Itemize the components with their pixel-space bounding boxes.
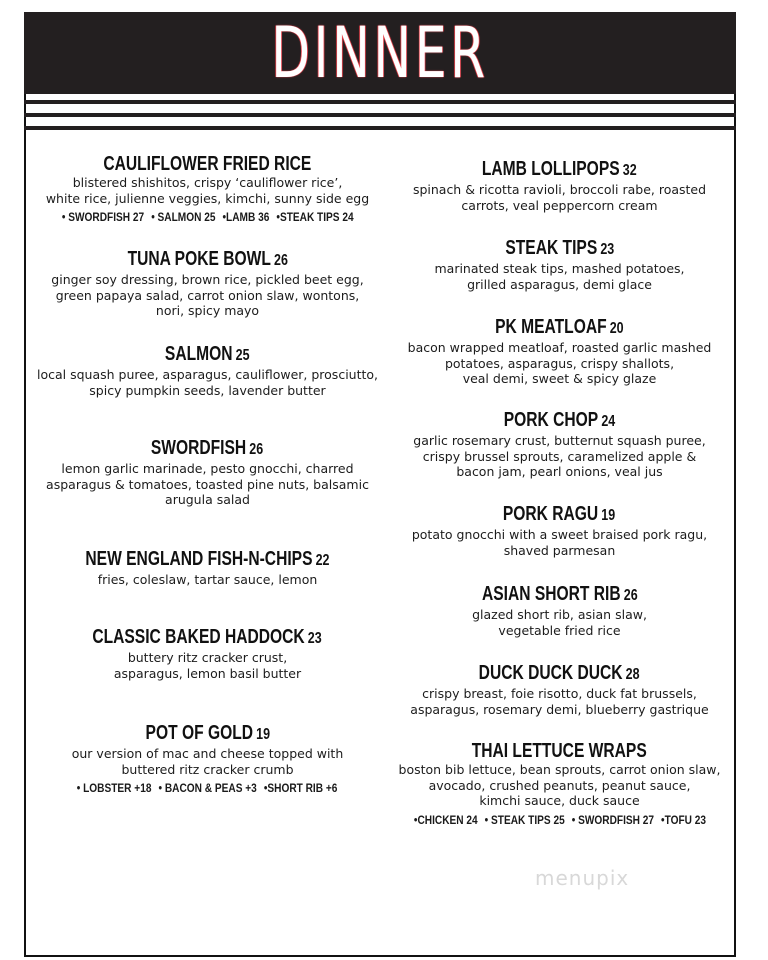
item-name xyxy=(503,503,615,527)
menu-item xyxy=(30,343,385,398)
menu-item xyxy=(382,662,737,717)
item-description: buttered ritz cracker crumb xyxy=(121,761,294,777)
item-name-text: CLASSIC BAKED HADDOCK xyxy=(92,626,306,648)
item-name xyxy=(104,153,312,175)
item-name-text: SALMON xyxy=(165,343,233,365)
divider-2 xyxy=(24,113,736,117)
item-price: 26 xyxy=(623,587,638,604)
item-description: potato gnocchi with a sweet braised pork ragu, xyxy=(411,527,708,542)
menu-item xyxy=(382,158,737,213)
item-description: arugula salad xyxy=(165,492,250,507)
item-name-text: PK MEATLOAF xyxy=(495,316,607,338)
item-price: 23 xyxy=(600,241,614,258)
item-description: marinated steak tips, mashed potatoes, xyxy=(434,261,685,276)
item-addons xyxy=(58,211,357,225)
item-addons xyxy=(410,814,709,828)
item-description: buttery ritz cracker crust, xyxy=(127,650,288,665)
item-description: local squash puree, asparagus, cauliflower, prosciutto, xyxy=(36,367,379,382)
item-description: kimchi sauce, duck sauce xyxy=(479,793,640,808)
item-description: crispy brussel sprouts, caramelized apple & xyxy=(422,448,697,464)
menu-item xyxy=(30,722,385,796)
menu-item xyxy=(30,548,385,588)
addon-option: •TOFU 23 xyxy=(660,814,706,827)
item-description: white rice, julienne veggies, kimchi, sunny side egg xyxy=(45,190,370,206)
item-description: garlic rosemary crust, butternut squash puree, xyxy=(413,433,706,448)
item-description: nori, spicy mayo xyxy=(155,303,260,318)
item-description: green papaya salad, carrot onion slaw, wontons, xyxy=(55,287,360,303)
item-name xyxy=(145,722,269,746)
item-description: lemon garlic marinade, pesto gnocchi, charred xyxy=(61,461,354,476)
item-price: 20 xyxy=(609,320,624,337)
menu-item xyxy=(382,740,737,828)
item-name-text: STEAK TIPS xyxy=(505,237,597,259)
menu-item xyxy=(30,437,385,508)
menu-item xyxy=(382,237,737,292)
menu-item xyxy=(30,153,385,225)
item-price: 32 xyxy=(623,162,637,179)
item-description: bacon jam, pearl onions, veal jus xyxy=(456,464,663,479)
item-price: 28 xyxy=(626,666,640,683)
item-description: our version of mac and cheese topped with xyxy=(71,746,344,761)
item-name xyxy=(165,343,250,367)
item-description: spinach & ricotta ravioli, broccoli rabe, roasted xyxy=(412,182,707,197)
item-description: bacon wrapped meatloaf, roasted garlic mashed xyxy=(407,340,712,355)
divider-3 xyxy=(24,126,736,130)
addon-option: • SWORDFISH 27 xyxy=(571,814,654,827)
divider-1 xyxy=(24,100,736,104)
item-name xyxy=(505,237,614,261)
menu-title: DINNER xyxy=(271,12,489,94)
item-name xyxy=(482,158,637,182)
addon-option: •LAMB 36 xyxy=(222,212,270,224)
menu-item xyxy=(382,316,737,387)
item-description: ginger soy dressing, brown rice, pickled beet egg, xyxy=(51,272,364,287)
item-description: veal demi, sweet & spicy glaze xyxy=(462,371,657,386)
item-description: asparagus, rosemary demi, blueberry gastrique xyxy=(410,701,709,717)
item-description: blistered shishitos, crispy ‘cauliflower rice’, xyxy=(72,175,343,190)
addon-option: • SWORDFISH 27 xyxy=(61,212,144,224)
item-name xyxy=(93,626,322,650)
menu-item xyxy=(30,626,385,681)
addon-option: • STEAK TIPS 25 xyxy=(484,814,565,827)
item-description: spicy pumpkin seeds, lavender butter xyxy=(89,382,326,398)
menu-item xyxy=(382,503,737,558)
item-price: 24 xyxy=(601,413,616,430)
item-name xyxy=(151,437,263,461)
item-name xyxy=(495,316,624,340)
item-name-text: NEW ENGLAND FISH-N-CHIPS xyxy=(85,548,313,570)
item-name-text: PORK CHOP xyxy=(503,409,599,431)
item-description: glazed short rib, asian slaw, xyxy=(472,607,647,622)
item-name-text: POT OF GOLD xyxy=(145,722,253,744)
item-name xyxy=(127,248,287,272)
item-description: fries, coleslaw, tartar sauce, lemon xyxy=(97,572,318,587)
addon-option: •STEAK TIPS 24 xyxy=(276,212,354,224)
item-name xyxy=(472,740,647,762)
item-price: 25 xyxy=(235,347,250,364)
menu-header xyxy=(24,12,736,94)
item-price: 19 xyxy=(255,726,270,743)
item-description: potatoes, asparagus, crispy shallots, xyxy=(444,355,675,371)
item-name-text: DUCK DUCK DUCK xyxy=(479,662,623,684)
item-name xyxy=(85,548,329,572)
menupix-watermark: menupix xyxy=(535,866,630,890)
addon-option: • LOBSTER +18 xyxy=(77,783,152,795)
addon-option: •CHICKEN 24 xyxy=(413,814,478,827)
item-addons xyxy=(74,782,342,796)
item-description: vegetable fried rice xyxy=(498,622,621,638)
item-price: 19 xyxy=(601,507,616,524)
item-name-text: LAMB LOLLIPOPS xyxy=(482,158,620,180)
addon-option: •SHORT RIB +6 xyxy=(264,783,338,795)
menu-item xyxy=(382,409,737,480)
item-description: avocado, crushed peanuts, peanut sauce, xyxy=(428,777,691,793)
item-description: crispy breast, foie risotto, duck fat brussels, xyxy=(422,686,697,701)
item-description: carrots, veal peppercorn cream xyxy=(461,197,658,213)
item-name-text: PORK RAGU xyxy=(503,503,599,525)
item-name xyxy=(482,583,638,607)
item-name xyxy=(479,662,640,686)
item-price: 26 xyxy=(249,441,264,458)
item-name-text: TUNA POKE BOWL xyxy=(127,248,271,270)
item-description: shaved parmesan xyxy=(503,542,616,558)
item-name-text: ASIAN SHORT RIB xyxy=(481,583,621,605)
item-name-text: THAI LETTUCE WRAPS xyxy=(471,740,648,762)
item-name xyxy=(504,409,615,433)
item-description: grilled asparagus, demi glace xyxy=(467,276,652,292)
item-description: asparagus, lemon basil butter xyxy=(113,665,302,681)
item-price: 26 xyxy=(273,252,288,269)
item-description: asparagus & tomatoes, toasted pine nuts, balsamic xyxy=(46,476,369,492)
item-name-text: SWORDFISH xyxy=(151,437,247,459)
item-price: 23 xyxy=(308,630,323,647)
addon-option: • BACON & PEAS +3 xyxy=(158,783,258,795)
item-name-text: CAULIFLOWER FRIED RICE xyxy=(103,153,312,175)
menu-item xyxy=(382,583,737,638)
item-description: boston bib lettuce, bean sprouts, carrot onion slaw, xyxy=(398,762,721,777)
menu-item xyxy=(30,248,385,319)
addon-option: • SALMON 25 xyxy=(150,212,216,224)
item-price: 22 xyxy=(315,552,330,569)
